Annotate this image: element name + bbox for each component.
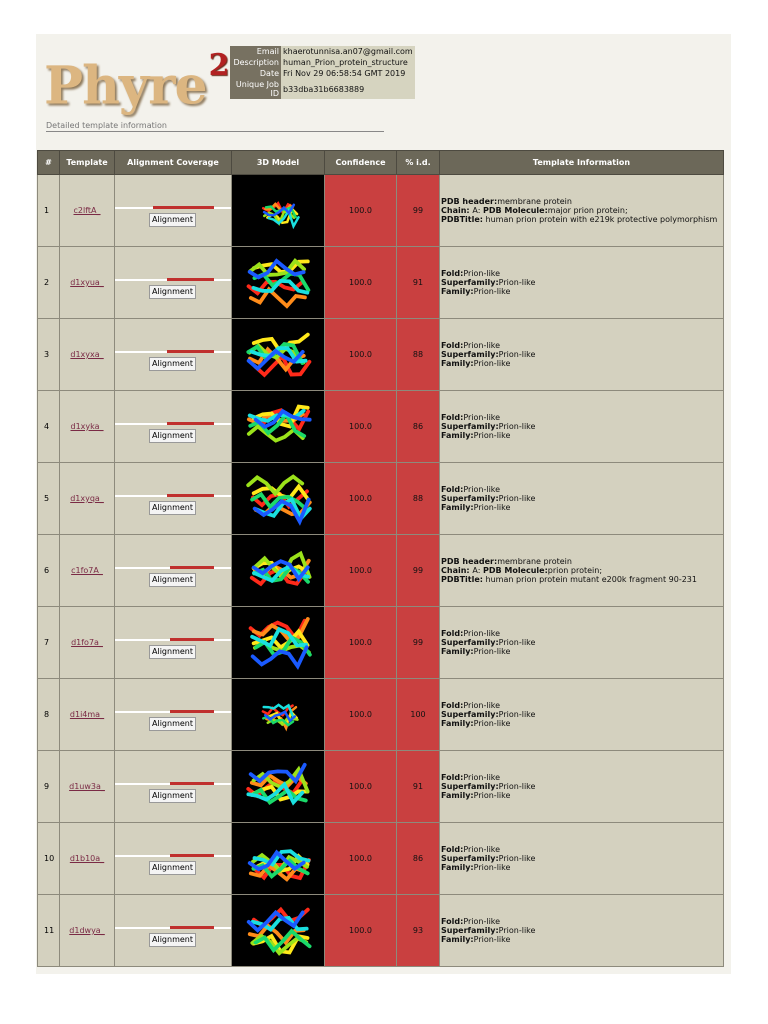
info-line: [441, 710, 723, 719]
row-number: 9: [38, 751, 60, 823]
alignment-coverage: [115, 477, 231, 521]
coverage-cell: [115, 751, 232, 823]
percent-identity: 99: [397, 175, 440, 247]
info-line: [441, 854, 723, 863]
table-row: [38, 319, 724, 391]
info-key: Fold:: [441, 269, 464, 278]
protein-model-image[interactable]: [238, 178, 318, 244]
alignment-button[interactable]: Alignment: [149, 573, 196, 587]
info-value: Prion-like: [473, 287, 511, 296]
percent-identity: 86: [397, 391, 440, 463]
alignment-coverage: [115, 837, 231, 881]
info-key: PDB Molecule:: [482, 206, 548, 215]
row-number: 10: [38, 823, 60, 895]
info-value: human prion protein with e219k protective polymorphism: [483, 215, 718, 224]
coverage-cell: [115, 247, 232, 319]
info-line: [441, 845, 723, 854]
info-line: [441, 278, 723, 287]
job-info-row: [230, 46, 415, 57]
info-value: Prion-like: [473, 719, 511, 728]
template-information: [440, 463, 724, 535]
info-key: Superfamily:: [441, 350, 499, 359]
results-table: [37, 150, 724, 967]
coverage-cell: [115, 175, 232, 247]
job-info-row: [230, 57, 415, 68]
info-value: Prion-like: [463, 269, 501, 278]
info-value: Prion-like: [473, 863, 511, 872]
info-line: [441, 197, 723, 206]
info-line: [441, 287, 723, 296]
table-row: [38, 607, 724, 679]
info-line: [441, 566, 723, 575]
protein-model-image[interactable]: [238, 754, 318, 820]
alignment-button[interactable]: Alignment: [149, 501, 196, 515]
job-info-row: [230, 79, 415, 99]
info-value: Prion-like: [473, 647, 511, 656]
template-link[interactable]: d1xyxa_: [70, 350, 104, 359]
info-value: human prion protein mutant e200k fragment 90-231: [483, 575, 697, 584]
info-line: [441, 782, 723, 791]
alignment-button[interactable]: Alignment: [149, 789, 196, 803]
model-cell[interactable]: [232, 679, 325, 751]
info-value: Prion-like: [498, 710, 536, 719]
info-key: Family:: [441, 287, 474, 296]
row-number: 11: [38, 895, 60, 967]
protein-model-image[interactable]: [238, 610, 318, 676]
template-information: [440, 607, 724, 679]
info-line: [441, 341, 723, 350]
row-number: 1: [38, 175, 60, 247]
protein-model-image[interactable]: [238, 322, 318, 388]
template-cell: [60, 463, 115, 535]
info-line: [441, 269, 723, 278]
alignment-coverage: [115, 549, 231, 593]
header-confidence: Confidence: [325, 151, 397, 175]
model-cell[interactable]: [232, 823, 325, 895]
alignment-coverage: [115, 333, 231, 377]
template-information: [440, 319, 724, 391]
protein-ribbon: [253, 647, 307, 666]
job-info-table: [230, 46, 415, 99]
info-key: Family:: [441, 647, 474, 656]
table-row: [38, 823, 724, 895]
info-value: Prion-like: [473, 431, 511, 440]
info-value: Prion-like: [463, 629, 501, 638]
info-value: Prion-like: [463, 917, 501, 926]
info-line: [441, 557, 723, 566]
confidence-value: 100.0: [325, 823, 397, 895]
table-row: [38, 895, 724, 967]
coverage-cell: [115, 319, 232, 391]
info-line: [441, 638, 723, 647]
protein-model-image[interactable]: [238, 538, 318, 604]
coverage-cell: [115, 895, 232, 967]
info-value: Prion-like: [473, 503, 511, 512]
template-link[interactable]: d1xyqa_: [70, 494, 104, 503]
info-value: A:: [472, 206, 483, 215]
alignment-button[interactable]: Alignment: [149, 717, 196, 731]
job-info-key: Unique Job ID: [230, 79, 281, 99]
template-cell: [60, 319, 115, 391]
info-line: [441, 485, 723, 494]
model-cell[interactable]: [232, 607, 325, 679]
protein-model-image[interactable]: [238, 898, 318, 964]
model-cell[interactable]: [232, 895, 325, 967]
coverage-bar: [167, 422, 213, 425]
page-container: [36, 34, 731, 974]
info-key: Family:: [441, 719, 474, 728]
percent-identity: 93: [397, 895, 440, 967]
header-model: 3D Model: [232, 151, 325, 175]
alignment-button[interactable]: Alignment: [149, 645, 196, 659]
row-number: 7: [38, 607, 60, 679]
info-line: [441, 215, 723, 224]
info-line: [441, 773, 723, 782]
percent-identity: 88: [397, 463, 440, 535]
info-key: Family:: [441, 359, 474, 368]
coverage-bar: [170, 710, 214, 713]
row-number: 2: [38, 247, 60, 319]
template-cell: [60, 751, 115, 823]
percent-identity: 86: [397, 823, 440, 895]
info-value: Prion-like: [473, 359, 511, 368]
template-cell: [60, 679, 115, 751]
template-information: [440, 391, 724, 463]
alignment-coverage: [115, 765, 231, 809]
alignment-coverage: [115, 693, 231, 737]
info-line: [441, 791, 723, 800]
template-cell: [60, 175, 115, 247]
percent-identity: 88: [397, 319, 440, 391]
info-line: [441, 917, 723, 926]
info-key: PDBTitle:: [441, 215, 483, 224]
coverage-bar: [153, 206, 213, 209]
coverage-bar: [167, 350, 213, 353]
info-line: [441, 701, 723, 710]
coverage-bar: [170, 854, 214, 857]
info-value: Prion-like: [463, 701, 501, 710]
model-cell[interactable]: [232, 463, 325, 535]
confidence-value: 100.0: [325, 391, 397, 463]
job-info-value: human_Prion_protein_structure: [281, 57, 415, 68]
job-info-value: Fri Nov 29 06:58:54 GMT 2019: [281, 68, 415, 79]
info-key: Chain:: [441, 566, 473, 575]
info-value: A:: [472, 566, 483, 575]
model-cell[interactable]: [232, 247, 325, 319]
coverage-bar: [167, 278, 213, 281]
confidence-value: 100.0: [325, 679, 397, 751]
alignment-coverage: [115, 909, 231, 953]
protein-model-image[interactable]: [238, 682, 318, 748]
info-value: prion protein;: [547, 566, 603, 575]
coverage-bar: [170, 926, 214, 929]
row-number: 8: [38, 679, 60, 751]
table-row: [38, 391, 724, 463]
percent-identity: 99: [397, 535, 440, 607]
template-link[interactable]: d1xyua_: [70, 278, 104, 287]
table-row: [38, 175, 724, 247]
coverage-cell: [115, 535, 232, 607]
alignment-button[interactable]: Alignment: [149, 213, 196, 227]
info-key: Fold:: [441, 917, 464, 926]
info-line: [441, 863, 723, 872]
job-info-row: [230, 68, 415, 79]
info-key: PDB header:: [441, 557, 498, 566]
template-link[interactable]: c2lftA_: [73, 206, 101, 215]
coverage-cell: [115, 823, 232, 895]
model-cell[interactable]: [232, 535, 325, 607]
info-value: Prion-like: [498, 782, 536, 791]
info-line: [441, 431, 723, 440]
coverage-bar: [170, 782, 214, 785]
info-key: Fold:: [441, 629, 464, 638]
info-line: [441, 350, 723, 359]
template-cell: [60, 391, 115, 463]
template-link[interactable]: c1fo7A_: [71, 566, 103, 575]
coverage-bar: [170, 566, 214, 569]
info-value: Prion-like: [473, 935, 511, 944]
info-line: [441, 359, 723, 368]
info-key: Superfamily:: [441, 422, 499, 431]
protein-model-image[interactable]: [238, 394, 318, 460]
percent-identity: 91: [397, 247, 440, 319]
results-header-row: [38, 151, 724, 175]
protein-model-image[interactable]: [238, 250, 318, 316]
table-row: [38, 679, 724, 751]
template-information: [440, 247, 724, 319]
info-value: Prion-like: [498, 854, 536, 863]
info-line: [441, 575, 723, 584]
info-line: [441, 935, 723, 944]
alignment-coverage: [115, 189, 231, 233]
info-line: [441, 413, 723, 422]
info-key: Family:: [441, 863, 474, 872]
percent-identity: 99: [397, 607, 440, 679]
info-value: Prion-like: [463, 341, 501, 350]
table-row: [38, 247, 724, 319]
info-key: Family:: [441, 791, 474, 800]
info-line: [441, 926, 723, 935]
info-value: Prion-like: [498, 278, 536, 287]
info-key: Fold:: [441, 341, 464, 350]
model-cell[interactable]: [232, 391, 325, 463]
template-cell: [60, 823, 115, 895]
confidence-value: 100.0: [325, 895, 397, 967]
alignment-button[interactable]: Alignment: [149, 861, 196, 875]
info-line: [441, 647, 723, 656]
info-value: Prion-like: [463, 413, 501, 422]
confidence-value: 100.0: [325, 463, 397, 535]
info-key: Fold:: [441, 413, 464, 422]
info-value: major prion protein;: [547, 206, 628, 215]
template-information: [440, 823, 724, 895]
template-cell: [60, 247, 115, 319]
job-info-value: khaerotunnisa.an07@gmail.com: [283, 47, 413, 56]
info-key: Superfamily:: [441, 854, 499, 863]
info-key: Superfamily:: [441, 638, 499, 647]
template-cell: [60, 607, 115, 679]
info-key: Superfamily:: [441, 710, 499, 719]
coverage-bar: [167, 494, 213, 497]
job-info-key: Description: [230, 57, 281, 68]
info-value: Prion-like: [498, 350, 536, 359]
template-link[interactable]: d1i4ma_: [69, 710, 105, 719]
info-value: membrane protein: [497, 197, 572, 206]
info-key: Superfamily:: [441, 278, 499, 287]
info-key: PDB header:: [441, 197, 498, 206]
template-information: [440, 751, 724, 823]
info-key: PDBTitle:: [441, 575, 483, 584]
info-key: Family:: [441, 431, 474, 440]
info-value: Prion-like: [498, 926, 536, 935]
template-information: [440, 535, 724, 607]
info-value: Prion-like: [473, 791, 511, 800]
alignment-button[interactable]: Alignment: [149, 429, 196, 443]
alignment-button[interactable]: Alignment: [149, 357, 196, 371]
info-key: Fold:: [441, 485, 464, 494]
confidence-value: 100.0: [325, 319, 397, 391]
coverage-bar: [170, 638, 214, 641]
table-row: [38, 751, 724, 823]
alignment-button[interactable]: Alignment: [149, 285, 196, 299]
info-value: Prion-like: [498, 638, 536, 647]
job-info-key: Email: [230, 46, 281, 57]
info-key: Fold:: [441, 845, 464, 854]
info-value: membrane protein: [497, 557, 572, 566]
info-line: [441, 719, 723, 728]
info-value: Prion-like: [498, 422, 536, 431]
job-info-value: b33dba31b6683889: [281, 79, 415, 99]
model-cell[interactable]: [232, 175, 325, 247]
row-number: 5: [38, 463, 60, 535]
job-info-key: Date: [230, 68, 281, 79]
info-key: Chain:: [441, 206, 473, 215]
row-number: 6: [38, 535, 60, 607]
template-link[interactable]: d1dwya_: [69, 926, 105, 935]
confidence-value: 100.0: [325, 175, 397, 247]
info-key: Family:: [441, 503, 474, 512]
confidence-value: 100.0: [325, 247, 397, 319]
template-information: [440, 895, 724, 967]
info-line: [441, 503, 723, 512]
info-line: [441, 494, 723, 503]
header-pid: % i.d.: [397, 151, 440, 175]
info-key: PDB Molecule:: [482, 566, 548, 575]
info-key: Fold:: [441, 773, 464, 782]
header-info: Template Information: [440, 151, 724, 175]
alignment-coverage: [115, 621, 231, 665]
info-key: Superfamily:: [441, 926, 499, 935]
confidence-value: 100.0: [325, 751, 397, 823]
template-link[interactable]: d1b10a_: [69, 854, 105, 863]
alignment-coverage: [115, 261, 231, 305]
info-line: [441, 422, 723, 431]
info-key: Superfamily:: [441, 494, 499, 503]
header-coverage: Alignment Coverage: [115, 151, 232, 175]
template-cell: [60, 895, 115, 967]
template-link[interactable]: d1fo7a_: [71, 638, 103, 647]
model-cell[interactable]: [232, 751, 325, 823]
template-link[interactable]: d1uw3a_: [69, 782, 105, 791]
template-cell: [60, 535, 115, 607]
table-row: [38, 535, 724, 607]
template-information: [440, 679, 724, 751]
table-row: [38, 463, 724, 535]
alignment-coverage: [115, 405, 231, 449]
confidence-value: 100.0: [325, 535, 397, 607]
detail-label: Detailed template information: [46, 121, 384, 132]
header-num: #: [38, 151, 60, 175]
percent-identity: 91: [397, 751, 440, 823]
info-key: Fold:: [441, 701, 464, 710]
row-number: 4: [38, 391, 60, 463]
info-key: Superfamily:: [441, 782, 499, 791]
coverage-cell: [115, 679, 232, 751]
header-template: Template: [60, 151, 115, 175]
info-value: Prion-like: [463, 773, 501, 782]
confidence-value: 100.0: [325, 607, 397, 679]
template-link[interactable]: d1xyka_: [70, 422, 104, 431]
model-cell[interactable]: [232, 319, 325, 391]
alignment-button[interactable]: Alignment: [149, 933, 196, 947]
template-information: [440, 175, 724, 247]
coverage-cell: [115, 607, 232, 679]
info-value: Prion-like: [498, 494, 536, 503]
phyre2-logo: Phyre$^2$: [44, 48, 229, 117]
info-value: Prion-like: [463, 485, 501, 494]
info-line: [441, 629, 723, 638]
coverage-cell: [115, 463, 232, 535]
percent-identity: 100: [397, 679, 440, 751]
info-line: [441, 206, 723, 215]
coverage-cell: [115, 391, 232, 463]
protein-model-image[interactable]: [238, 826, 318, 892]
protein-model-image[interactable]: [238, 466, 318, 532]
info-value: Prion-like: [463, 845, 501, 854]
row-number: 3: [38, 319, 60, 391]
info-key: Family:: [441, 935, 474, 944]
